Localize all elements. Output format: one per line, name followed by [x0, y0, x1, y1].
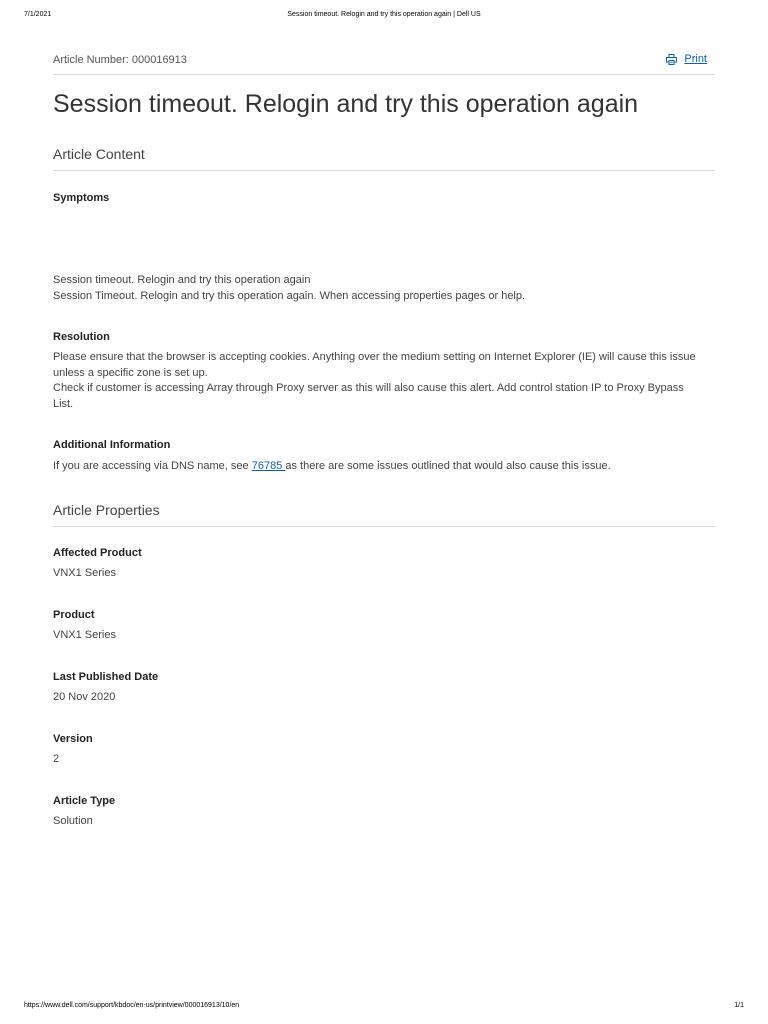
additional-info-after: as there are some issues outlined that would also cause this issue.	[285, 460, 611, 472]
last-published-label: Last Published Date	[53, 671, 159, 683]
print-date: 7/1/2021	[24, 11, 52, 18]
resolution-para1-line2: unless a specific zone is set up.	[53, 366, 208, 379]
print-footer	[24, 1002, 744, 1012]
print-label: Print	[684, 53, 707, 65]
print-doc-title: Session timeout. Relogin and try this operation again | Dell US	[287, 11, 481, 18]
article-bar	[53, 52, 715, 75]
kb-article-link[interactable]: 76785	[251, 460, 286, 472]
additional-info-text	[53, 459, 715, 475]
article-type-label: Article Type	[53, 795, 116, 807]
symptoms-label: Symptoms	[53, 192, 110, 204]
resolution-para2-line1: Check if customer is accessing Array through Proxy server as this will also cause this alert. Add control station IP to Proxy Bypass	[53, 382, 684, 394]
print-button[interactable]	[666, 53, 707, 65]
symptoms-line-2: Session Timeout. Relogin and try this operation again. When accessing properties pages or help.	[53, 289, 526, 302]
resolution-para2-line2: List.	[53, 397, 74, 410]
resolution-para1-line1: Please ensure that the browser is accepting cookies. Anything over the medium setting on Internet Explorer (IE) will cause this issue	[53, 351, 696, 363]
symptoms-text	[53, 273, 715, 304]
resolution-text	[53, 350, 715, 412]
additional-info-label: Additional Information	[53, 439, 171, 451]
product-value: VNX1 Series	[53, 629, 116, 641]
product-label: Product	[53, 609, 95, 621]
page-title: Session timeout. Relogin and try this operation again	[53, 90, 639, 118]
article-content-heading: Article Content	[53, 146, 715, 171]
article-number: Article Number: 000016913	[53, 54, 187, 66]
affected-product-value: VNX1 Series	[53, 567, 116, 579]
affected-product-label: Affected Product	[53, 547, 142, 559]
article-properties-heading: Article Properties	[53, 502, 715, 527]
additional-info-before: If you are accessing via DNS name, see	[53, 460, 252, 472]
version-label: Version	[53, 733, 93, 745]
print-url: https://www.dell.com/support/kbdoc/en-us/printview/000016913/10/en	[24, 1002, 240, 1009]
last-published-value: 20 Nov 2020	[53, 691, 116, 703]
article-type-value: Solution	[53, 815, 93, 827]
print-page-number: 1/1	[734, 1002, 744, 1009]
resolution-label: Resolution	[53, 331, 110, 343]
printer-icon	[666, 54, 677, 65]
symptoms-line-1: Session timeout. Relogin and try this operation again	[53, 274, 311, 286]
version-value: 2	[53, 753, 60, 765]
print-header	[24, 11, 744, 21]
